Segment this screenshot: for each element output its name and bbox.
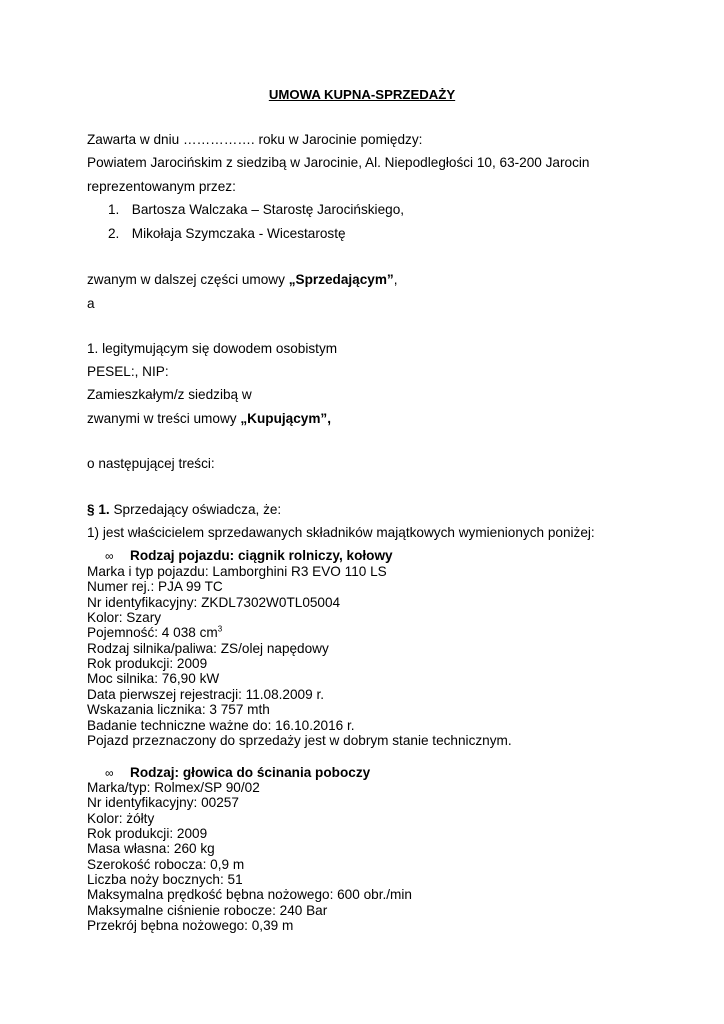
representative-2 <box>108 226 346 242</box>
item-1-line: Wskazania licznika: 3 757 mth <box>87 702 270 717</box>
seller-definition <box>87 272 398 288</box>
representative-1 <box>108 202 404 218</box>
item-1-line: Pojazd przeznaczony do sprzedaży jest w dobrym stanie technicznym. <box>87 733 512 748</box>
item-2-line: Maksymalna prędkość bębna nożowego: 600 obr./min <box>87 887 412 902</box>
item-1-line: Numer rej.: PJA 99 TC <box>87 579 223 594</box>
seller-suffix: , <box>393 272 398 287</box>
item-1-line: Rodzaj silnika/paliwa: ZS/olej napędowy <box>87 641 329 656</box>
representative-1-text: Bartosza Walczaka – Starostę Jarocińskiego, <box>131 202 405 217</box>
item-1-heading-text: Rodzaj pojazdu: ciągnik rolniczy, kołowy <box>130 548 393 563</box>
representative-2-text: Mikołaja Szymczaka - Wicestarostę <box>131 226 346 241</box>
section-1-heading <box>87 502 281 518</box>
section-1-heading-text: Sprzedający oświadcza, że: <box>109 502 282 517</box>
representative-1-number: 1. <box>108 202 120 217</box>
section-1-mark: § 1. <box>87 502 110 517</box>
item-1-line: Moc silnika: 76,90 kW <box>87 671 220 686</box>
item-1-capacity-text: Pojemność: 4 038 cm <box>87 625 218 640</box>
item-2-line: Nr identyfikacyjny: 00257 <box>87 795 239 810</box>
content-intro: o następującej treści: <box>87 456 215 471</box>
intro-represented-by: reprezentowanym przez: <box>87 179 236 194</box>
infinity-bullet-icon: ∞ <box>105 766 114 780</box>
document-title: UMOWA KUPNA-SPRZEDAŻY <box>268 87 456 102</box>
representative-2-number: 2. <box>108 226 120 241</box>
item-2-heading <box>105 765 370 781</box>
item-2-line: Szerokość robocza: 0,9 m <box>87 857 245 872</box>
item-2-line: Rok produkcji: 2009 <box>87 826 208 841</box>
item-2-line: Kolor: żółty <box>87 811 155 826</box>
item-1-line: Rok produkcji: 2009 <box>87 656 208 671</box>
buyer-definition <box>87 411 331 427</box>
conjunction-and: a <box>87 296 95 311</box>
buyer-name: „Kupującym”, <box>240 411 331 426</box>
section-1-point-1: 1) jest właścicielem sprzedawanych składników majątkowych wymienionych poniżej: <box>87 525 595 540</box>
buyer-id-line: 1. legitymującym się dowodem osobistym <box>87 341 338 356</box>
item-1-capacity-exponent: 3 <box>217 624 223 634</box>
item-1-heading <box>105 548 393 564</box>
item-2-line: Przekrój bębna nożowego: 0,39 m <box>87 918 294 933</box>
buyer-residence: Zamieszkałym/z siedzibą w <box>87 387 252 402</box>
item-1-line: Nr identyfikacyjny: ZKDL7302W0TL05004 <box>87 595 341 610</box>
item-2-line: Marka/typ: Rolmex/SP 90/02 <box>87 780 260 795</box>
item-2-line: Liczba noży bocznych: 51 <box>87 872 243 887</box>
seller-prefix: zwanym w dalszej części umowy <box>87 272 289 287</box>
buyer-pesel-nip: PESEL:, NIP: <box>87 364 169 379</box>
item-1-line: Data pierwszej rejestracji: 11.08.2009 r. <box>87 687 325 702</box>
intro-seller-address: Powiatem Jarocińskim z siedzibą w Jarocinie, Al. Niepodległości 10, 63-200 Jarocin <box>87 155 590 170</box>
item-1-line: Marka i typ pojazdu: Lamborghini R3 EVO 110 LS <box>87 564 387 579</box>
item-1-line: Kolor: Szary <box>87 610 162 625</box>
item-1-line: Badanie techniczne ważne do: 16.10.2016 r. <box>87 718 355 733</box>
infinity-bullet-icon: ∞ <box>105 549 114 563</box>
buyer-prefix: zwanymi w treści umowy <box>87 411 241 426</box>
item-2-heading-text: Rodzaj: głowica do ścinania poboczy <box>130 765 371 780</box>
item-1-capacity <box>87 625 222 640</box>
item-2-line: Maksymalne ciśnienie robocze: 240 Bar <box>87 903 328 918</box>
intro-date-line: Zawarta w dniu ……………. roku w Jarocinie pomiędzy: <box>87 132 423 147</box>
item-2-line: Masa własna: 260 kg <box>87 841 215 856</box>
seller-name: „Sprzedającym” <box>288 272 394 287</box>
